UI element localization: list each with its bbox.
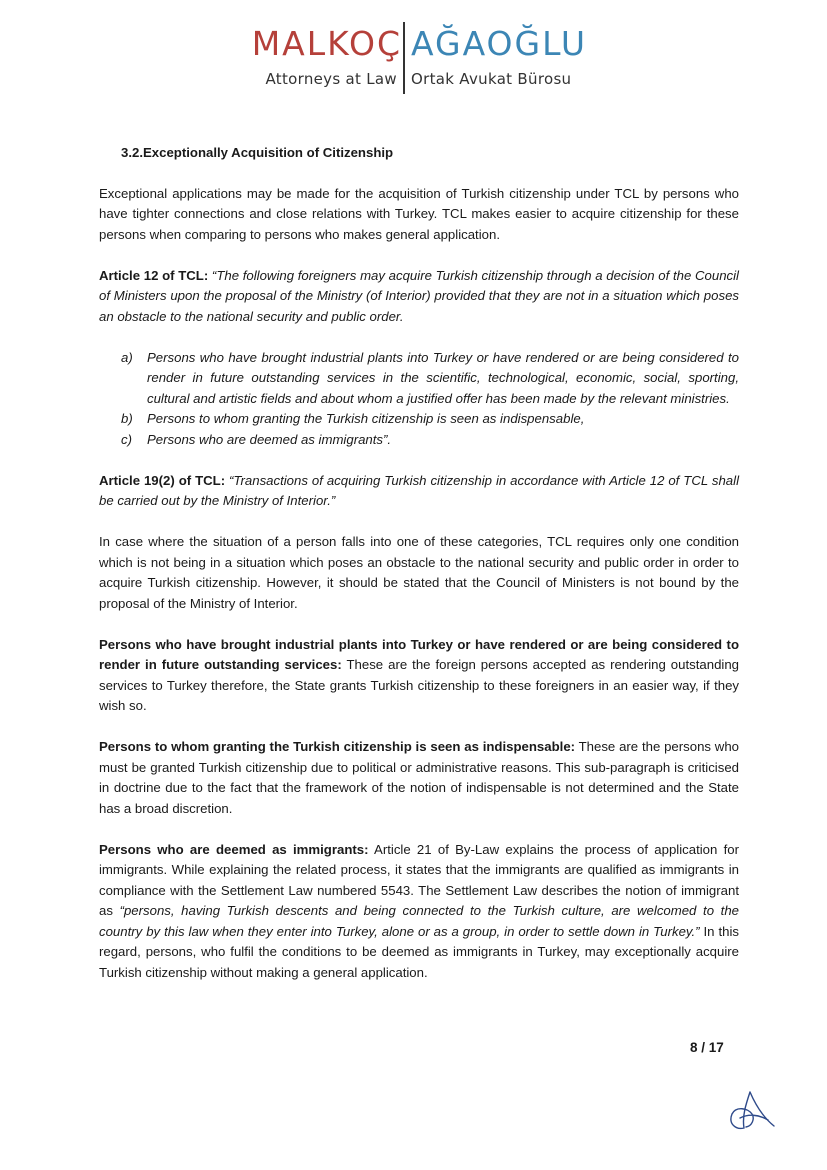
document-body [99,143,739,1004]
article-19-label: Article 19(2) of TCL: [99,472,226,488]
industrial-text: These are the foreign persons accepted as rendering outstanding services to Turkey therefore, the State grants Turkish citizenship to these foreigners in an easier way, if they wish so. [99,657,739,713]
letterhead [0,14,827,88]
industrial-paragraph [99,635,739,717]
signature-icon [722,1084,782,1134]
article-12-label: Article 12 of TCL: [99,267,209,283]
article-19-paragraph [99,471,739,512]
list-marker: a) [121,349,133,365]
list-item-text: Persons who have brought industrial plants into Turkey or have rendered or are being considered to render in future outstanding services in the scientific, technological, economic, social, sporting, cultural and artistic fields and about whom a justified offer has been made by the relevant ministries. [147,349,739,406]
list-item-text: Persons who are deemed as immigrants”. [147,431,392,447]
firm-subtitle-right: Ortak Avukat Bürosu [411,70,572,88]
immigrants-paragraph [99,840,739,984]
firm-name-left: MALKOÇ [251,24,402,63]
article-12-quote: “The following foreigners may acquire Turkish citizenship through a decision of the Council of Ministers upon the proposal of the Ministry (of Interior) provided that they are not in a situation which poses an obstacle to the national security and public order. [99,267,739,324]
case-paragraph: In case where the situation of a person falls into one of these categories, TCL requires only one condition which is not being in a situation which poses an obstacle to the national security and public order in order to acquire Turkish citizenship. However, it should be stated that the Council of Ministers is not bound by the proposal of the Ministry of Interior. [99,534,739,611]
firm-name-right: AĞAOĞLU [411,24,588,63]
intro-paragraph: Exceptional applications may be made for the acquisition of Turkish citizenship under TCL by persons who have tighter connections and close relations with Turkey. TCL makes easier to acquire citizenship for these persons when comparing to persons who makes general application. [99,185,739,242]
indispensable-paragraph [99,737,739,819]
list-item [121,430,739,451]
list-marker: b) [121,411,133,426]
firm-subtitle-left: Attorneys at Law [265,70,397,88]
industrial-label: Persons who have brought industrial plants into Turkey or have rendered or are being considered to render in future outstanding services: [99,636,739,672]
immigrants-quote: “persons, having Turkish descents and being connected to the Turkish culture, are welcomed to the country by this law when they enter into Turkey, alone or as a group, in order to settle down in Turkey.” [99,903,739,939]
page-number: 8 / 17 [690,1040,724,1055]
section-heading: 3.2.Exceptionally Acquisition of Citizenship [121,145,394,160]
article-19-quote: “Transactions of acquiring Turkish citizenship in accordance with Article 12 of TCL shall be carried out by the Ministry of Interior.” [99,472,739,508]
indispensable-text: These are the persons who must be granted Turkish citizenship due to political or administrative reasons. This sub-paragraph is criticised in doctrine due to the fact that the framework of the notion of indispensable is not determined and the State has a broad discretion. [99,739,739,816]
indispensable-label: Persons to whom granting the Turkish citizenship is seen as indispensable: [99,739,576,754]
list-item [121,409,739,430]
list-item [121,348,739,410]
list-item-text: Persons to whom granting the Turkish citizenship is seen as indispensable, [147,411,585,426]
immigrants-text-2: In this regard, persons, who fulfil the conditions to be deemed as immigrants in Turkey, may exceptionally acquire Turkish citizenship without making a general application. [99,923,739,980]
article-12-paragraph [99,266,739,328]
list-marker: c) [121,431,132,447]
letterhead-divider [403,22,405,94]
immigrants-text-1: Article 21 of By-Law explains the process of application for immigrants. While explaining the related process, it states that the immigrants are qualified as immigrants in compliance with the Settlement Law numbered 5543. The Settlement Law describes the notion of immigrant as [99,841,739,918]
letterhead-brand [0,14,827,62]
immigrants-label: Persons who are deemed as immigrants: [99,841,369,857]
article-12-list [99,348,739,451]
